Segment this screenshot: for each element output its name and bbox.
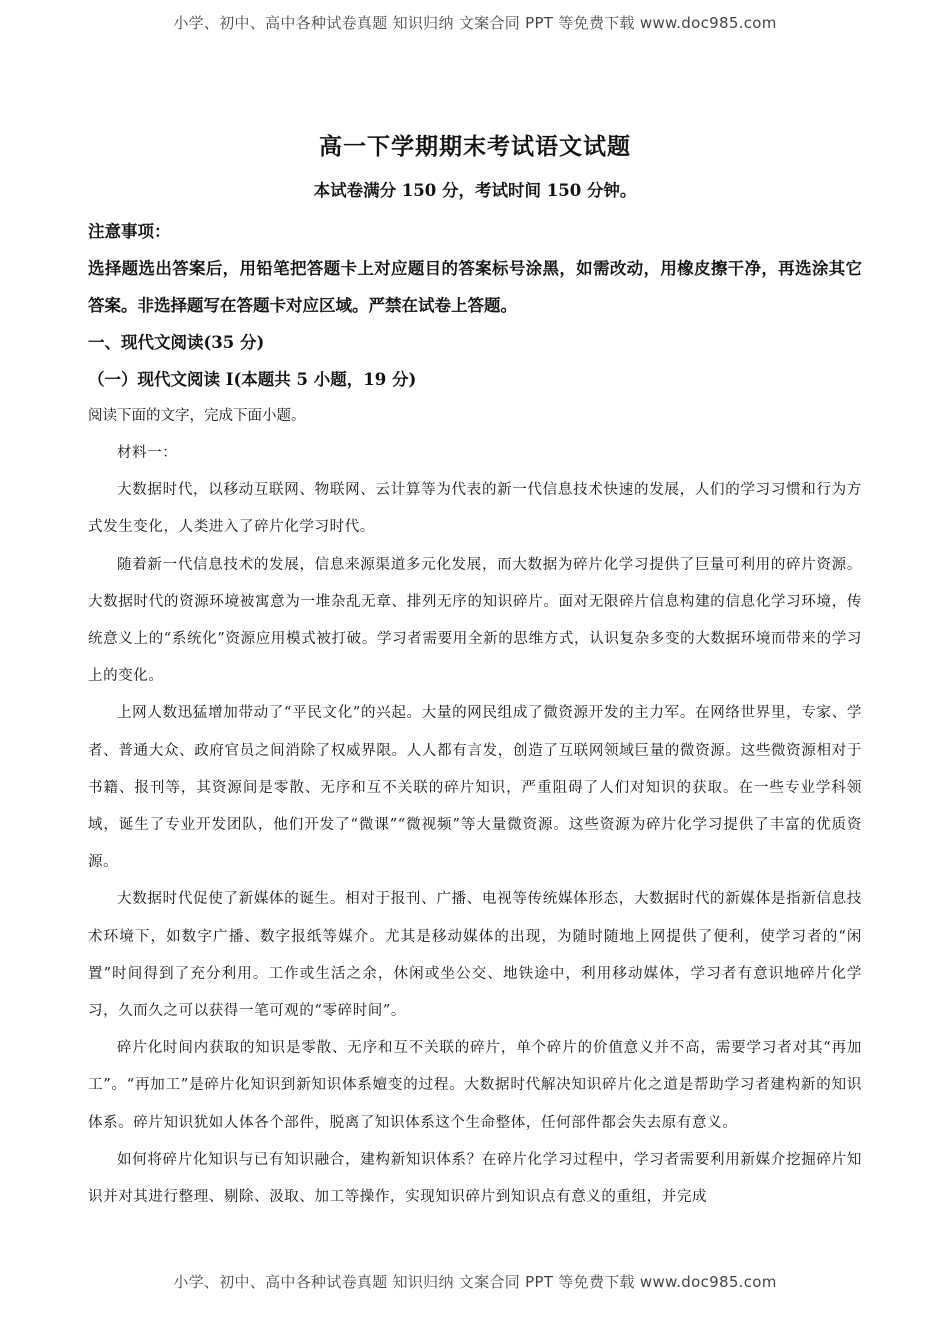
- page-header-watermark: 小学、初中、高中各种试卷真题 知识归纳 文案合同 PPT 等免费下载 www.doc985.com: [173, 14, 777, 32]
- reading-instruction: 阅读下面的文字，完成下面小题。: [88, 408, 306, 424]
- notice-body: 选择题选出答案后，用铅笔把答题卡上对应题目的答案标号涂黑，如需改动，用橡皮擦干净，再选涂其它答案。非选择题写在答题卡对应区域。严禁在试卷上答题。: [88, 259, 862, 315]
- page-footer-watermark: 小学、初中、高中各种试卷真题 知识归纳 文案合同 PPT 等免费下载 www.doc985.com: [173, 1273, 777, 1291]
- paragraph: 随着新一代信息技术的发展，信息来源渠道多元化发展，而大数据为碎片化学习提供了巨量可利用的碎片资源。大数据时代的资源环境被寓意为一堆杂乱无章、排列无序的知识碎片。面对无限碎片信息构建的信息化学习环境，传统意义上的“系统化”资源应用模式被打破。学习者需要用全新的思维方式，认识复杂多变的大数据环境而带来的学习上的变化。: [88, 556, 862, 685]
- exam-title: 高一下学期期末考试语文试题: [319, 133, 631, 160]
- material-label: 材料一：: [117, 445, 178, 461]
- paragraph: 碎片化时间内获取的知识是零散、无序和互不关联的碎片，单个碎片的价值意义并不高，需要学习者对其“再加工”。“再加工”是碎片化知识到新知识体系嬗变的过程。大数据时代解决知识碎片化之道是帮助学习者建构新的知识体系。碎片知识犹如人体各个部件，脱离了知识体系这个生命整体，任何部件都会失去原有意义。: [88, 1040, 862, 1131]
- subsection-heading: （一）现代文阅读 I(本题共 5 小题，19 分): [88, 370, 417, 389]
- exam-page-content: [88, 128, 862, 1216]
- notice-title: 注意事项：: [88, 222, 171, 241]
- paragraph: 大数据时代促使了新媒体的诞生。相对于报刊、广播、电视等传统媒体形态，大数据时代的新媒体是指新信息技术环境下，如数字广播、数字报纸等媒介。尤其是移动媒体的出现，为随时随地上网提供了便利，使学习者的“闲置”时间得到了充分利用。工作或生活之余，休闲或坐公交、地铁途中，利用移动媒体，学习者有意识地碎片化学习，久而久之可以获得一笔可观的“零碎时间”。: [88, 891, 862, 1020]
- section-heading: 一、现代文阅读(35 分): [88, 333, 265, 352]
- paragraph: 大数据时代，以移动互联网、物联网、云计算等为代表的新一代信息技术快速的发展，人们的学习习惯和行为方式发生变化，人类进入了碎片化学习时代。: [88, 482, 862, 536]
- paragraph: 如何将碎片化知识与已有知识融合，建构新知识体系？在碎片化学习过程中，学习者需要利用新媒介挖掘碎片知识并对其进行整理、剔除、汲取、加工等操作，实现知识碎片到知识点有意义的重组，并完成: [88, 1151, 862, 1206]
- paragraph: 上网人数迅猛增加带动了“平民文化”的兴起。大量的网民组成了微资源开发的主力军。在网络世界里，专家、学者、普通大众、政府官员之间消除了权威界限。人人都有言发，创造了互联网领域巨量的微资源。这些微资源相对于书籍、报刊等，其资源间是零散、无序和互不关联的碎片知识，严重阻碍了人们对知识的获取。在一些专业学科领域，诞生了专业开发团队，他们开发了“微课”“微视频”等大量微资源。这些资源为碎片化学习提供了丰富的优质资源。: [88, 705, 862, 871]
- exam-subtitle: 本试卷满分 150 分，考试时间 150 分钟。: [313, 181, 637, 200]
